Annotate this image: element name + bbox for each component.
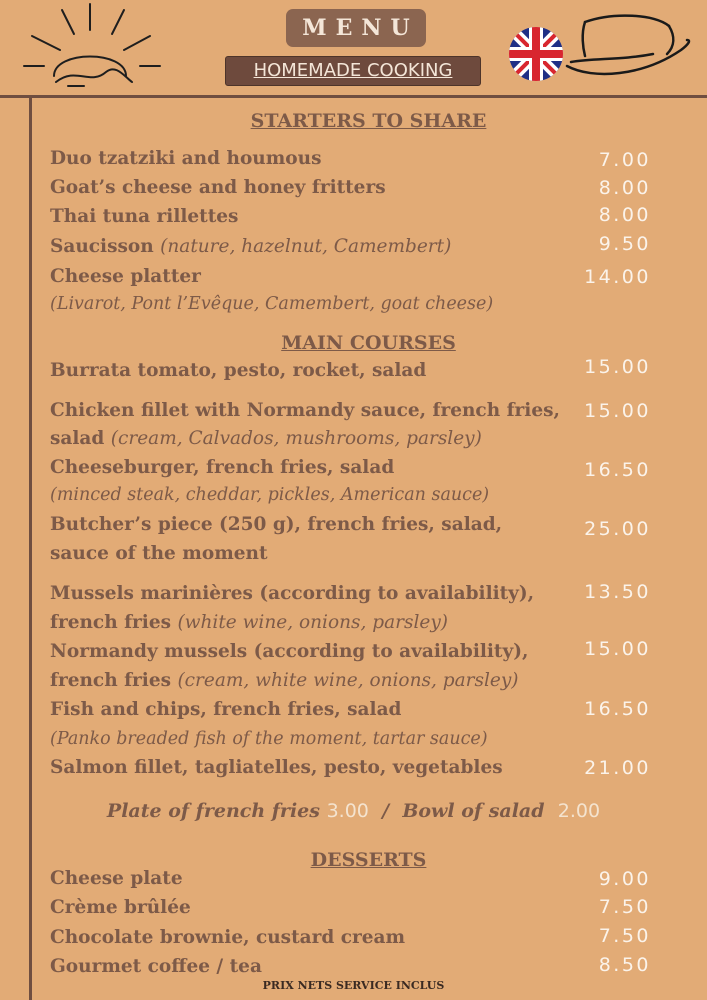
menu-item-price: 8.00 [598, 204, 651, 226]
footer-note: PRIX NETS SERVICE INCLUS [262, 979, 445, 992]
menu-item-name: Cheeseburger, french fries, salad [50, 457, 395, 478]
menu-item-price: 14.00 [584, 266, 651, 288]
menu-item-name: Cheese platter [50, 266, 201, 287]
extras-separator: / [382, 800, 390, 822]
menu-title: MENU [286, 9, 426, 47]
menu-item-price: 16.50 [584, 698, 651, 720]
menu-item-price: 7.50 [598, 925, 651, 947]
salad-label: Bowl of salad [402, 800, 545, 822]
menu-item-note: (cream, white wine, onions, parsley) [177, 670, 519, 691]
menu-item-name: Normandy mussels (according to availability), [50, 641, 529, 662]
menu-item-note: (white wine, onions, parsley) [177, 612, 448, 633]
menu-item-note: (cream, Calvados, mushrooms, parsley) [110, 428, 482, 449]
menu-item-note: (minced steak, cheddar, pickles, American sauce) [50, 485, 490, 505]
uk-flag-icon[interactable] [508, 26, 564, 82]
menu-item-name: Thai tuna rillettes [50, 206, 239, 227]
menu-item-price: 21.00 [584, 757, 651, 779]
menu-item-name: Saucisson [50, 236, 161, 257]
menu-item-price: 25.00 [584, 518, 651, 540]
menu-item-name: Butcher’s piece (250 g), french fries, salad, [50, 514, 503, 535]
salad-price: 2.00 [557, 800, 601, 822]
menu-item-name: Crème brûlée [50, 897, 191, 918]
menu-item-name: Fish and chips, french fries, salad [50, 699, 402, 720]
menu-item-price: 15.00 [584, 638, 651, 660]
menu-item-name: Gourmet coffee / tea [50, 956, 262, 977]
header-divider [0, 95, 707, 98]
menu-item-name: Cheese plate [50, 868, 183, 889]
menu-item-name: Burrata tomato, pesto, rocket, salad [50, 360, 427, 381]
menu-item-price: 7.00 [598, 149, 651, 171]
sun-icon [20, 0, 170, 92]
desserts-heading: DESSERTS [310, 849, 427, 871]
menu-item-price: 8.00 [598, 177, 651, 199]
menu-item-name: Goat’s cheese and honey fritters [50, 177, 386, 198]
menu-item-name-cont: french fries [50, 670, 178, 691]
extras-line [0, 800, 707, 822]
starters-heading: STARTERS TO SHARE [250, 110, 487, 132]
menu-item-note: (Livarot, Pont l’Evêque, Camembert, goat cheese) [50, 294, 494, 314]
mains-heading: MAIN COURSES [281, 332, 456, 354]
menu-item-name: Salmon fillet, tagliatelles, pesto, vegetables [50, 757, 503, 778]
menu-item-price: 16.50 [584, 459, 651, 481]
menu-item-price: 8.50 [598, 954, 651, 976]
menu-item-note: (Panko breaded fish of the moment, tartar sauce) [50, 729, 488, 749]
menu-item [50, 428, 482, 449]
menu-item-price: 13.50 [584, 581, 651, 603]
menu-item-name: Chocolate brownie, custard cream [50, 927, 406, 948]
menu-item-name-cont: sauce of the moment [50, 543, 268, 564]
hat-icon [563, 10, 693, 85]
menu-item-name: Mussels marinières (according to availability), [50, 583, 535, 604]
menu-item-name: Duo tzatziki and houmous [50, 148, 322, 169]
subtitle: HOMEMADE COOKING [225, 56, 481, 86]
fries-price: 3.00 [326, 800, 369, 822]
menu-item [50, 670, 518, 691]
menu-item-name-cont: french fries [50, 612, 178, 633]
menu-item-name-cont: salad [50, 428, 111, 449]
menu-item-price: 7.50 [598, 896, 651, 918]
menu-item-name: Chicken fillet with Normandy sauce, french fries, [50, 400, 560, 421]
menu-item-price: 15.00 [584, 356, 651, 378]
menu-item-price: 9.00 [598, 868, 651, 890]
menu-item [50, 612, 448, 633]
menu-item-price: 15.00 [584, 400, 651, 422]
menu-item-price: 9.50 [598, 233, 651, 255]
menu-item-note: (nature, hazelnut, Camembert) [160, 236, 452, 257]
fries-label: Plate of french fries [106, 800, 320, 822]
menu-item [50, 236, 451, 257]
